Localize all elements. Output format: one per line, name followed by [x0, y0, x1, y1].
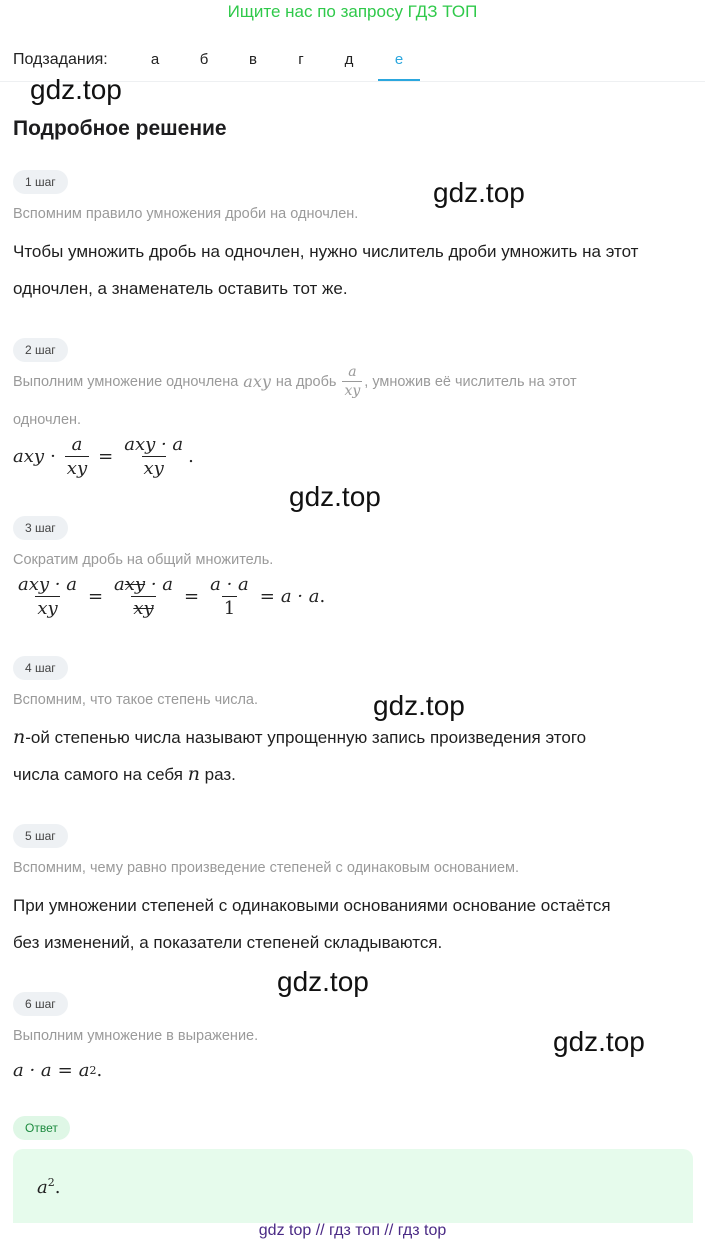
- formula: $\frac{\text{axy · a}}{xy}$ = $\frac{\text{axy · a}}{xy}$ = $\frac{a \cdot a}{1}$ = a · a .: [18, 574, 326, 619]
- step-badge: 5 шаг: [13, 824, 68, 848]
- step-badge: 4 шаг: [13, 656, 68, 680]
- step-text: без изменений, а показатели степеней складываются.: [13, 933, 443, 952]
- step-hint: Выполним умножение одночлена axy на дробь $\frac{a}{xy}$ , умножив её числитель на этот: [13, 364, 577, 399]
- subtask-tab-d[interactable]: д: [344, 51, 354, 68]
- step-text: числа самого на себя n раз.: [13, 763, 236, 785]
- watermark: gdz.top: [289, 481, 381, 512]
- subtask-tab-g[interactable]: г: [298, 51, 304, 68]
- step-badge: 6 шаг: [13, 992, 68, 1016]
- subtask-tab-b[interactable]: б: [199, 51, 209, 68]
- watermark: gdz.top: [433, 177, 525, 208]
- step-hint: Вспомним, что такое степень числа.: [13, 692, 259, 708]
- step-hint: Вспомним, чему равно произведение степеней с одинаковым основанием.: [13, 860, 520, 876]
- answer-box: [13, 1149, 693, 1223]
- formula: a · a = a 2 .: [13, 1060, 103, 1081]
- watermark: gdz.top: [30, 74, 122, 105]
- step-hint: одночлен.: [13, 412, 82, 428]
- answer-badge: Ответ: [13, 1116, 70, 1140]
- footer-links[interactable]: gdz top // гдз топ // гдз top: [258, 1222, 447, 1239]
- step-badge: 1 шаг: [13, 170, 68, 194]
- answer-value: $a^2$.: [37, 1176, 61, 1198]
- step-hint: Выполним умножение в выражение.: [13, 1028, 259, 1044]
- watermark: gdz.top: [373, 690, 465, 721]
- watermark: gdz.top: [277, 966, 369, 997]
- formula: axy · $\frac{a}{xy}$ = $\frac{\text{axy · a}}{xy}$ .: [13, 434, 194, 479]
- step-text: одночлен, а знаменатель оставить тот же.: [13, 279, 348, 298]
- step-text: Чтобы умножить дробь на одночлен, нужно числитель дроби умножить на этот: [13, 242, 639, 261]
- subtask-tab-e[interactable]: е: [394, 51, 404, 68]
- subtask-tab-a[interactable]: а: [150, 51, 160, 68]
- step-hint: Сократим дробь на общий множитель.: [13, 552, 274, 568]
- subtask-tab-v[interactable]: в: [249, 51, 257, 68]
- step-text: n-ой степенью числа называют упрощенную запись произведения этого: [13, 726, 587, 748]
- watermark: gdz.top: [553, 1026, 645, 1057]
- page-title: Подробное решение: [13, 117, 227, 140]
- step-badge: 2 шаг: [13, 338, 68, 362]
- subtasks-label: Подзадания:: [13, 51, 108, 68]
- step-badge: 3 шаг: [13, 516, 68, 540]
- search-banner: Ищите нас по запросу ГДЗ ТОП: [227, 2, 478, 21]
- step-text: При умножении степеней с одинаковыми основаниями основание остаётся: [13, 896, 611, 915]
- step-hint: Вспомним правило умножения дроби на одночлен.: [13, 206, 359, 222]
